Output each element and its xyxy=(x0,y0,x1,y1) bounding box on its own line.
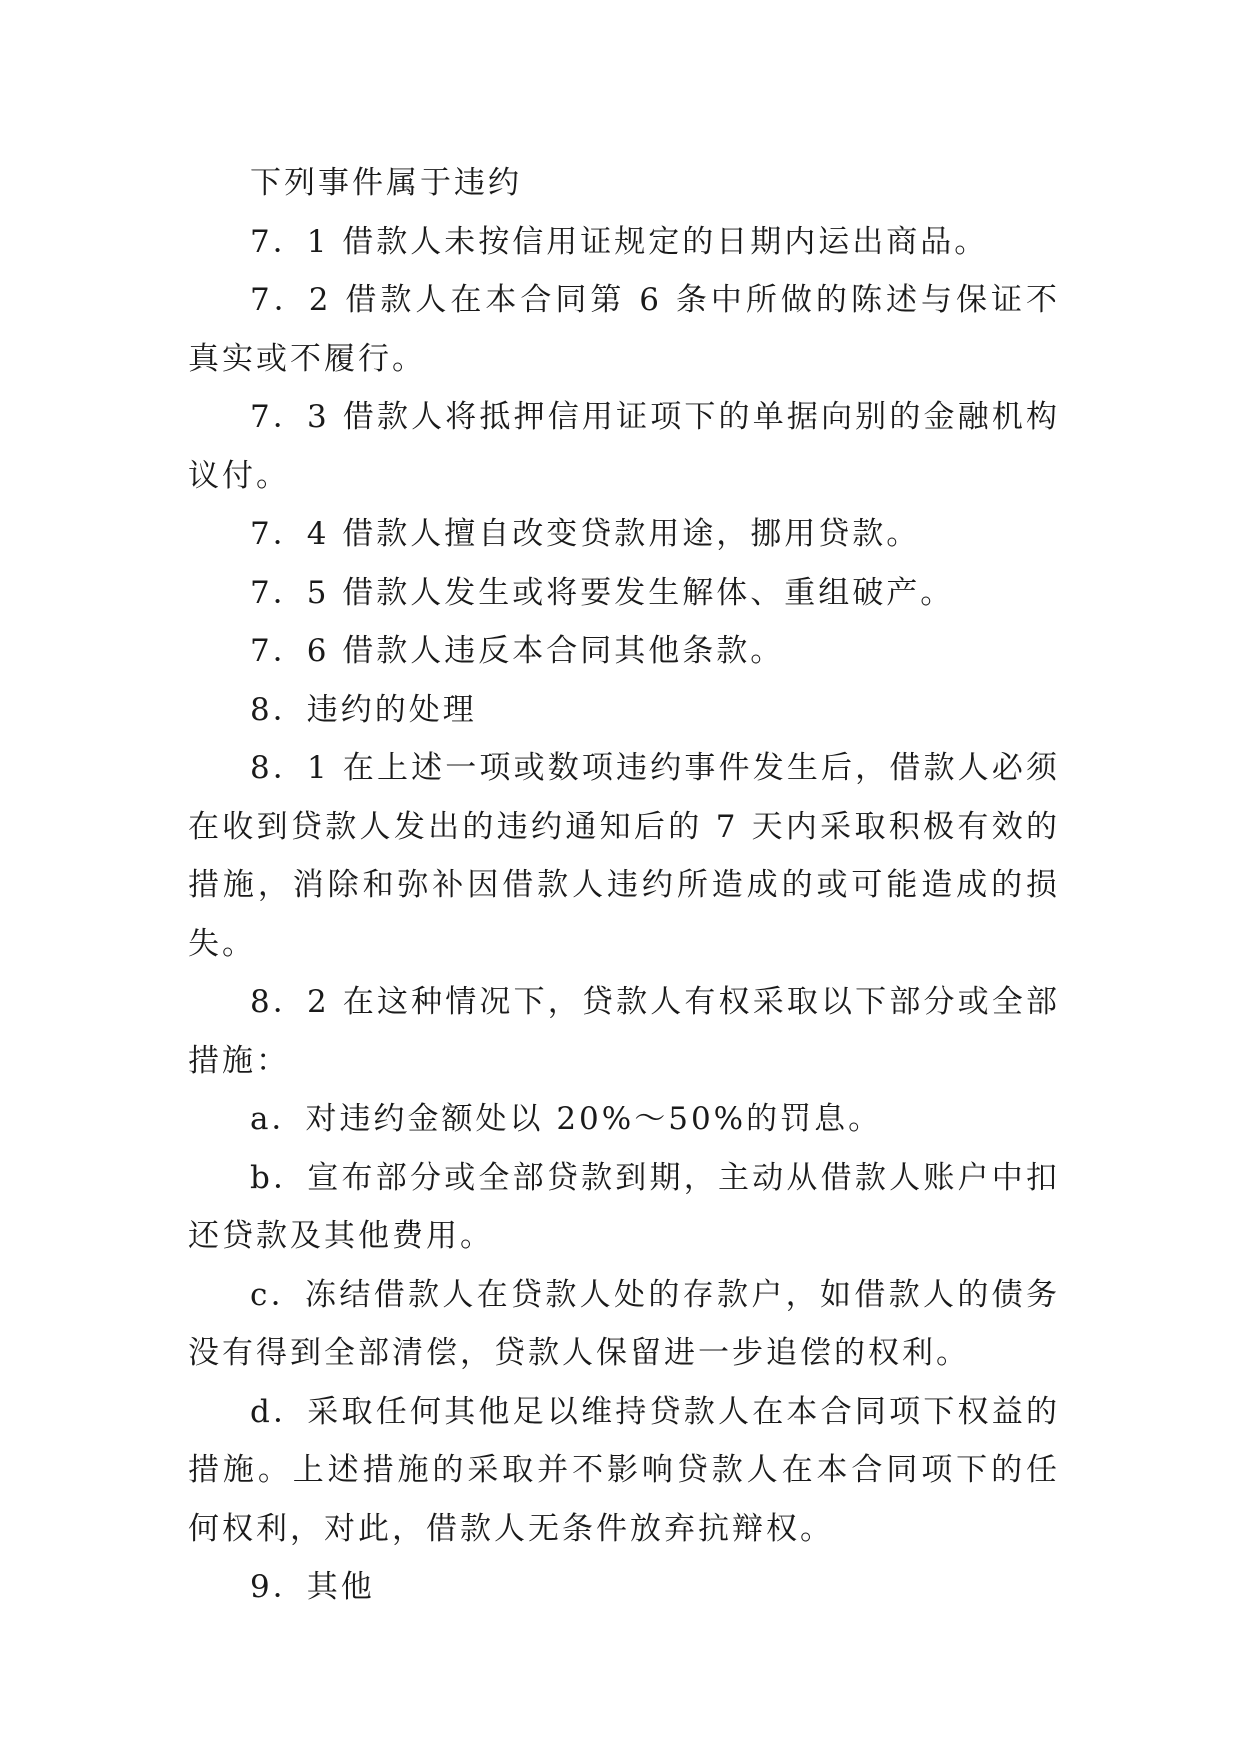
paragraph-item-a: a．对违约金额处以 20%～50%的罚息。 xyxy=(250,1101,883,1137)
paragraph-item-d: d．采取任何其他足以维持贷款人在本合同项下权益的措施。上述措施的采取并不影响贷款人在本合同项下的任何权利，对此，借款人无条件放弃抗辩权。 xyxy=(188,1393,1060,1547)
paragraph-item-b: b．宣布部分或全部贷款到期，主动从借款人账户中扣还贷款及其他费用。 xyxy=(188,1159,1060,1254)
paragraph-intro: 下列事件属于违约 xyxy=(250,165,522,201)
paragraph-8-2: 8．2 在这种情况下，贷款人有权采取以下部分或全部措施： xyxy=(188,984,1060,1079)
paragraph-7-3: 7．3 借款人将抵押信用证项下的单据向别的金融机构议付。 xyxy=(188,399,1060,494)
paragraph-item-c: c．冻结借款人在贷款人处的存款户，如借款人的债务没有得到全部清偿，贷款人保留进一步追偿的权利。 xyxy=(188,1276,1060,1371)
paragraph-7-5: 7．5 借款人发生或将要发生解体、重组破产。 xyxy=(250,574,955,611)
paragraph-7-4: 7．4 借款人擅自改变贷款用途，挪用贷款。 xyxy=(250,516,921,552)
paragraph-7-6: 7．6 借款人违反本合同其他条款。 xyxy=(250,633,785,669)
section-heading-9: 9．其他 xyxy=(250,1569,375,1605)
paragraph-8-1: 8．1 在上述一项或数项违约事件发生后，借款人必须在收到贷款人发出的违约通知后的 7 天内采取积极有效的措施，消除和弥补因借款人违约所造成的或可能造成的损失。 xyxy=(188,750,1060,962)
paragraph-7-2: 7．2 借款人在本合同第 6 条中所做的陈述与保证不真实或不履行。 xyxy=(188,282,1060,377)
document-body xyxy=(188,154,1060,1617)
paragraph-7-1: 7．1 借款人未按信用证规定的日期内运出商品。 xyxy=(250,223,989,260)
section-heading-8: 8．违约的处理 xyxy=(250,691,477,728)
